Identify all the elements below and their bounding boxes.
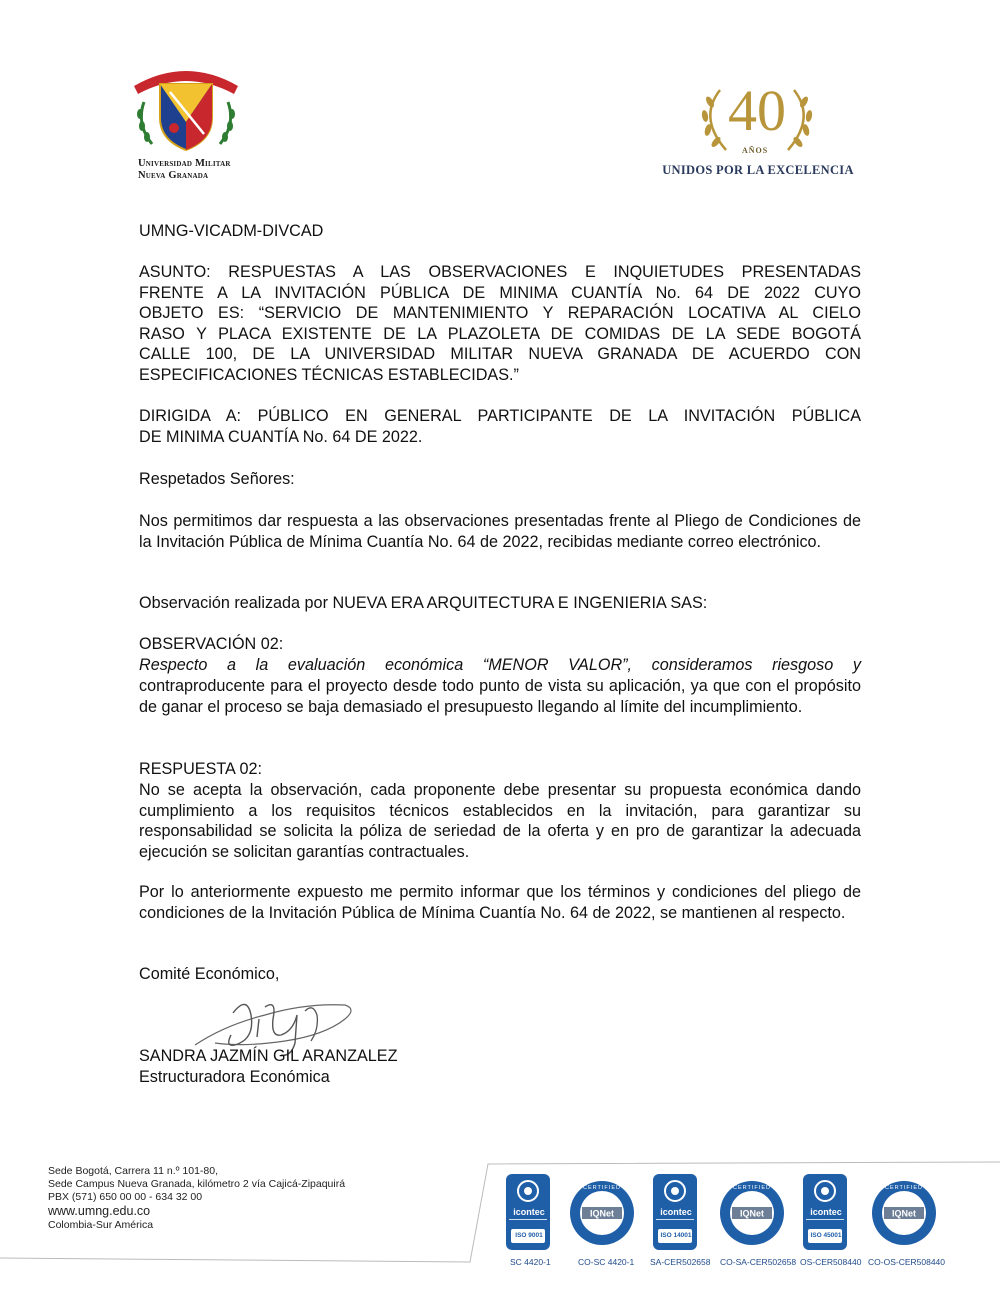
cert-code: CO-SC 4420-1 [578, 1257, 635, 1267]
cert-code: CO-OS-CER508440 [868, 1257, 946, 1267]
subject-line: OBJETO ES: “SERVICIO DE MANTENIMIENTO Y REPARACIÓN LOCATIVA AL CIELO [139, 304, 861, 322]
subject-line: ASUNTO: RESPUESTAS A LAS OBSERVACIONES E INQUIETUDES PRESENTADAS [139, 263, 861, 281]
subject-line: RASO Y PLACA EXISTENTE DE LA PLAZOLETA DE COMIDAS DE LA SEDE BOGOTÁ [139, 324, 861, 343]
cert-code: OS-CER508440 [800, 1257, 862, 1267]
icontec-label: icontec [660, 1207, 692, 1217]
umng-crest-icon [130, 62, 242, 158]
iqnet-label: CERTIFIED [733, 1185, 771, 1191]
iqnet-badge [870, 1179, 940, 1259]
iqnet-badge [568, 1179, 638, 1259]
umng-name-line1: Universidad Militar [138, 158, 231, 169]
anniversary-years: AÑOS [742, 146, 769, 155]
intro-paragraph: Nos permitimos dar respuesta a las observaciones presentadas frente al Pliego de Condiciones de la Invitación Pública de Mínima Cuantía No. 64 de 2022, recibidas mediante correo electrónico. [139, 512, 861, 551]
anniversary-slogan: UNIDOS POR LA EXCELENCIA [662, 163, 854, 177]
signer-role: Estructuradora Económica [139, 1068, 330, 1086]
conclusion-paragraph: Por lo anteriormente expuesto me permito informar que los términos y condiciones del pliego de condiciones de la Invitación Pública de Mínima Cuantía No. 64 de 2022, se mantienen al respecto. [139, 883, 861, 922]
svg-text:IQNet: IQNet [589, 1208, 615, 1219]
observation-italic-line: Respecto a la evaluación económica “MENOR VALOR”, consideramos riesgoso y [139, 656, 861, 674]
addressee-line: DIRIGIDA A: PÚBLICO EN GENERAL PARTICIPANTE DE LA INVITACIÓN PÚBLICA [139, 407, 861, 425]
iqnet-label: CERTIFIED [583, 1185, 621, 1191]
cert-code: SA-CER502658 [650, 1257, 711, 1267]
cert-code: CO-SA-CER502658 [720, 1257, 797, 1267]
certification-badges [502, 1173, 972, 1273]
closing: Comité Económico, [139, 965, 280, 983]
footer-address [48, 1165, 345, 1232]
icontec-label: icontec [810, 1207, 842, 1217]
addressee-line: DE MINIMA CUANTÍA No. 64 DE 2022. [139, 427, 423, 446]
umng-name-line2: Nueva Granada [138, 170, 209, 181]
icontec-iso-45001-badge [802, 1173, 872, 1253]
observer-line: Observación realizada por NUEVA ERA ARQUITECTURA E INGENIERIA SAS: [139, 594, 708, 612]
iso-standard: ISO 45001 [810, 1232, 842, 1239]
svg-text:IQNet: IQNet [891, 1208, 917, 1219]
subject-line: FRENTE A LA INVITACIÓN PÚBLICA DE MINIMA CUANTÍA No. 64 DE 2022 CUYO [139, 283, 861, 302]
addressee-block [139, 406, 861, 447]
iqnet-label: CERTIFIED [885, 1185, 923, 1191]
region: Colombia-Sur América [48, 1219, 154, 1231]
address-line: Sede Campus Nueva Granada, kilómetro 2 vía Cajicá-Zipaquirá [48, 1178, 346, 1190]
subject-line: CALLE 100, DE LA UNIVERSIDAD MILITAR NUEVA GRANADA DE ACUERDO CON [139, 345, 861, 363]
phone: PBX (571) 650 00 00 - 634 32 00 [48, 1191, 203, 1203]
iqnet-badge [718, 1179, 788, 1259]
svg-text:IQNet: IQNet [739, 1208, 765, 1219]
signer-name: SANDRA JAZMÍN GIL ARANZALEZ [139, 1047, 398, 1065]
cert-code: SC 4420-1 [510, 1257, 551, 1267]
icontec-iso-9001-badge [505, 1173, 575, 1253]
anniversary-logo [648, 80, 864, 180]
umng-name [138, 158, 248, 182]
observation-title: OBSERVACIÓN 02: [139, 635, 284, 653]
anniversary-number: 40 [728, 78, 786, 143]
icontec-label: icontec [513, 1207, 545, 1217]
response-title: RESPUESTA 02: [139, 760, 262, 778]
response-text: No se acepta la observación, cada proponente debe presentar su propuesta económica dando cumplimiento a los requisitos técnicos establecidos en la invitación, para garantizar su responsabilidad se solicita la póliza de seriedad de la oferta y en pro de garantizar la adecuada ejecución se solicitan garantías contractuales. [139, 781, 861, 861]
subject-line: ESPECIFICACIONES TÉCNICAS ESTABLECIDAS.” [139, 365, 519, 384]
umng-logo [130, 62, 242, 187]
iso-standard: ISO 14001 [660, 1232, 692, 1239]
salutation: Respetados Señores: [139, 470, 295, 488]
subject-block [139, 262, 861, 385]
document-reference: UMNG-VICADM-DIVCAD [139, 222, 324, 240]
observation-text: contraproducente para el proyecto desde todo punto de vista su aplicación, ya que con el propósito de ganar el proceso se baja demasiado el presupuesto llegando al límite del incumplimiento. [139, 677, 861, 716]
iso-standard: ISO 9001 [515, 1232, 543, 1239]
icontec-iso-14001-badge [652, 1173, 722, 1253]
address-line: Sede Bogotá, Carrera 11 n.º 101-80, [48, 1165, 218, 1177]
website-link[interactable]: www.umng.edu.co [48, 1204, 151, 1218]
